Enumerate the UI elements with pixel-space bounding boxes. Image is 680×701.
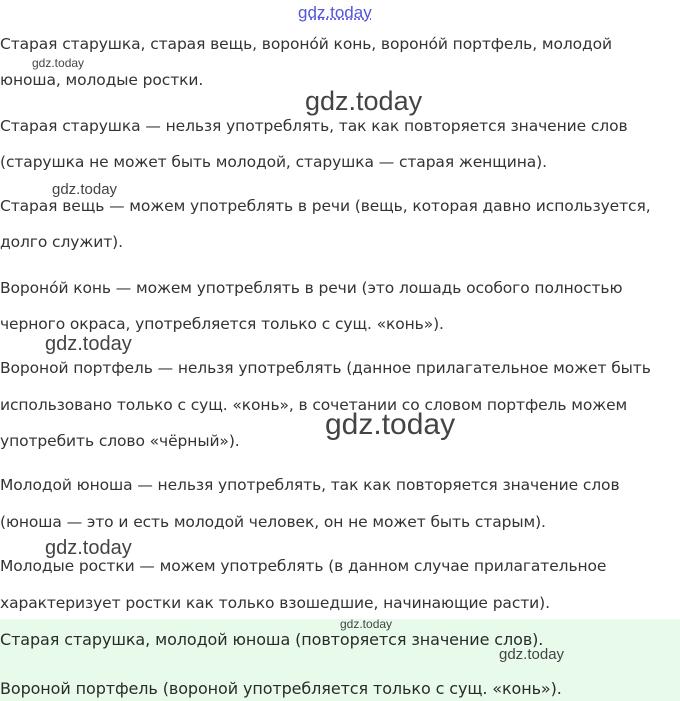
- conclusion-line: Вороной портфель (вороной употребляется только с сущ. «конь»).: [0, 679, 562, 698]
- watermark: gdz.today: [32, 56, 85, 70]
- conclusion-box: [0, 619, 680, 701]
- watermark: gdz.today: [52, 181, 118, 198]
- watermark-link[interactable]: gdz.today: [298, 3, 372, 22]
- watermark: gdz.today: [325, 408, 456, 441]
- text-line: Вороно́й конь — можем употреблять в речи (это лошадь особого полностью: [0, 279, 623, 297]
- watermark: gdz.today: [45, 333, 132, 355]
- text-line: Вороной портфель — нельзя употреблять (данное прилагательное может быть: [0, 359, 651, 377]
- text-line: использовано только с сущ. «конь», в сочетании со словом портфель можем: [0, 396, 628, 414]
- text-line: употребить слово «чёрный»).: [0, 432, 240, 450]
- text-line: (юноша — это и есть молодой человек, он не может быть старым).: [0, 513, 546, 531]
- text-line: Молодой юноша — нельзя употреблять, так как повторяется значение слов: [0, 476, 620, 494]
- text-line: характеризует ростки как только взошедшие, начинающие расти).: [0, 594, 550, 612]
- text-line: юноша, молодые ростки.: [0, 71, 204, 89]
- watermark: gdz.today: [499, 646, 565, 663]
- text-line: черного окраса, употребляется только с сущ. «конь»).: [0, 315, 444, 333]
- watermark: gdz.today: [340, 617, 393, 631]
- text-line: Молодые ростки — можем употреблять (в данном случае прилагательное: [0, 557, 607, 575]
- watermark: gdz.today: [305, 86, 423, 116]
- text-line: Старая старушка, старая вещь, вороно́й конь, вороно́й портфель, молодой: [0, 35, 612, 53]
- text-line: Старая вещь — можем употреблять в речи (вещь, которая давно используется,: [0, 197, 651, 215]
- text-line: Старая старушка — нельзя употреблять, так как повторяется значение слов: [0, 117, 628, 135]
- text-line: долго служит).: [0, 233, 123, 251]
- watermark: gdz.today: [45, 537, 132, 559]
- conclusion-line: Старая старушка, молодой юноша (повторяется значение слов).: [0, 630, 544, 649]
- text-line: (старушка не может быть молодой, старушка — старая женщина).: [0, 153, 547, 171]
